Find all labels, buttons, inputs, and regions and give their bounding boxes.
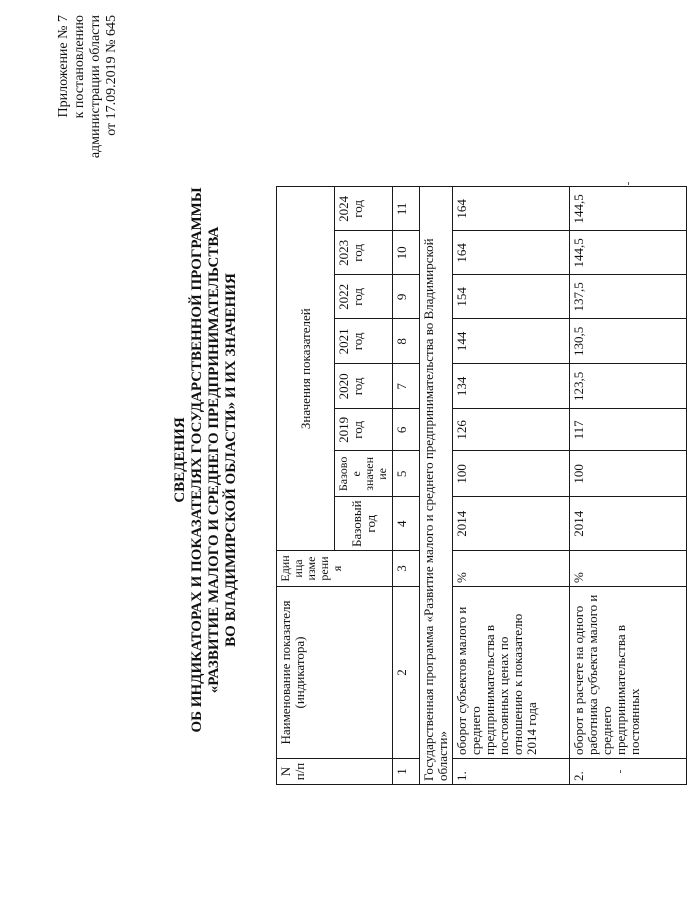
header-year-2022: 2022 год [335, 275, 393, 319]
row-unit: % [453, 551, 570, 587]
document-title [172, 55, 240, 865]
column-number: 3 [393, 551, 420, 587]
program-row [420, 187, 453, 785]
header-year-2019: 2019 год [335, 409, 393, 451]
column-number: 2 [393, 587, 420, 759]
header-num: N п/п [277, 759, 393, 785]
row-value-2019: 126 [453, 409, 570, 451]
header-year-2024: 2024 год [335, 187, 393, 231]
column-number: 1 [393, 759, 420, 785]
column-number: 10 [393, 231, 420, 275]
title-line-3: «РАЗВИТИЕ МАЛОГО И СРЕДНЕГО ПРЕДПРИНИМАТЕЛЬСТВА [206, 226, 222, 694]
row-value-2019: 117 [570, 409, 687, 451]
row-value-2023: 144,5 [570, 231, 687, 275]
row-value-2022: 137,5 [570, 275, 687, 319]
order-number: 645 [104, 15, 119, 36]
header-year-2021: 2021 год [335, 319, 393, 364]
date-prefix: от [104, 122, 119, 136]
program-title: Государственная программа «Развитие малого и среднего предпринимательства во Владимирской области» [420, 187, 453, 785]
column-number: 4 [393, 497, 420, 551]
column-number: 6 [393, 409, 420, 451]
row-base-year: 2014 [570, 497, 687, 551]
header-unit: Един ица изме рени я [277, 551, 393, 587]
authority-line: администрации области [88, 15, 103, 159]
row-base-value: 100 [453, 451, 570, 497]
header-year-2023: 2023 год [335, 231, 393, 275]
title-line-1: СВЕДЕНИЯ [172, 417, 188, 503]
decree-line: к постановлению [72, 15, 87, 119]
header-base-value: Базово е значен ие [335, 451, 393, 497]
table-row [570, 187, 687, 785]
scan-speck [620, 770, 621, 773]
row-value-2023: 164 [453, 231, 570, 275]
approval-stamp [56, 15, 120, 200]
annex-label: Приложение № 7 [56, 15, 71, 118]
indicators-table [276, 186, 687, 785]
row-value-2020: 134 [453, 364, 570, 409]
column-number: 9 [393, 275, 420, 319]
header-row-1 [277, 187, 335, 785]
order-date: 17.09.2019 [104, 56, 119, 120]
row-name: оборот субъектов малого и среднего предпринимательства в постоянных ценах по отношению к показателю 2014 года [453, 587, 570, 759]
row-base-year: 2014 [453, 497, 570, 551]
row-num: 1. [453, 759, 570, 785]
row-num: 2. [570, 759, 687, 785]
title-line-4: ВО ВЛАДИМИРСКОЙ ОБЛАСТИ» И ИХ ЗНАЧЕНИЯ [223, 273, 239, 647]
column-number: 7 [393, 364, 420, 409]
header-name: Наименование показателя (индикатора) [277, 587, 393, 759]
order-line [104, 15, 120, 200]
header-base-year: Базовый год [335, 497, 393, 551]
number-sign: № [104, 39, 119, 53]
title-line-2: ОБ ИНДИКАТОРАХ И ПОКАЗАТЕЛЯХ ГОСУДАРСТВЕННОЙ ПРОГРАММЫ [189, 187, 205, 733]
row-value-2024: 164 [453, 187, 570, 231]
table-row [453, 187, 570, 785]
row-value-2022: 154 [453, 275, 570, 319]
row-value-2024: 144,5 [570, 187, 687, 231]
row-value-2021: 144 [453, 319, 570, 364]
column-number: 8 [393, 319, 420, 364]
row-unit: % [570, 551, 687, 587]
row-value-2020: 123,5 [570, 364, 687, 409]
column-number: 11 [393, 187, 420, 231]
row-value-2021: 130,5 [570, 319, 687, 364]
header-year-2020: 2020 год [335, 364, 393, 409]
column-number: 5 [393, 451, 420, 497]
row-base-value: 100 [570, 451, 687, 497]
column-numbers-row [393, 187, 420, 785]
header-values-group: Значения показателей [277, 187, 335, 551]
row-name: оборот в расчете на одного работника субъекта малого и среднего предпринимательства в постоянных [570, 587, 687, 759]
scan-speck [628, 182, 629, 185]
